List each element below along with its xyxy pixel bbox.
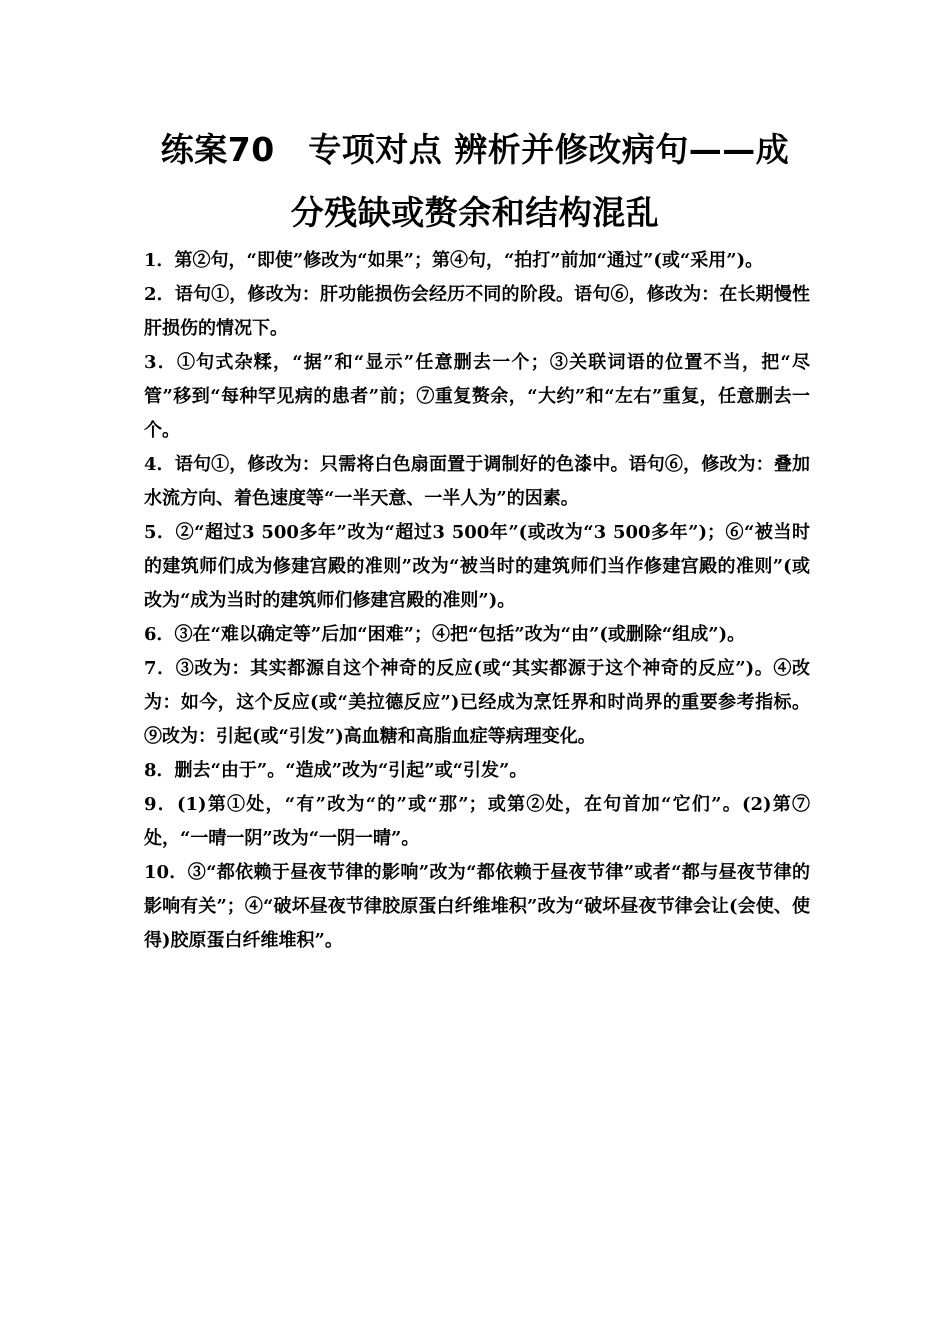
answer-text: ③改为：其实都源自这个神奇的反应(或“其实都源于这个神奇的反应”)。④改为：如今，这个反应(或“美拉德反应”)已经成为烹饪界和时尚界的重要参考指标。⑨改为：引起(或“引发”)高血糖和高脂血症等病理变化。: [144, 658, 810, 747]
answer-item-9: [144, 788, 810, 856]
answer-number: 9．: [144, 794, 178, 815]
answer-number: 6．: [144, 624, 175, 645]
answer-number: 4．: [144, 454, 175, 475]
title-line-1: 练案70 专项对点 辨析并修改病句——成: [160, 130, 790, 169]
answer-number: 3．: [144, 352, 177, 373]
answer-text: (1)第①处，“有”改为“的”或“那”；或第②处，在句首加“它们”。(2)第⑦处，“一晴一阴”改为“一阴一晴”。: [144, 794, 810, 849]
answer-text: ③在“难以确定等”后加“困难”；④把“包括”改为“由”(或删除“组成”)。: [174, 624, 746, 645]
answer-list: [144, 244, 810, 958]
answer-number: 7．: [144, 658, 176, 679]
answer-item-3: [144, 346, 810, 448]
answer-item-1: [144, 244, 810, 278]
title-line-2: 分残缺或赘余和结构混乱: [290, 193, 660, 232]
answer-item-5: [144, 516, 810, 618]
answer-item-4: [144, 448, 810, 516]
answer-text: ②“超过3 500多年”改为“超过3 500年”(或改为“3 500多年”)；⑥“被当时的建筑师们成为修建宫殿的准则”改为“被当时的建筑师们当作修建宫殿的准则”(或改为“成为当时的建筑师们修建宫殿的准则”)。: [144, 522, 810, 611]
answer-number: 8．: [144, 760, 175, 781]
answer-item-10: [144, 856, 810, 958]
answer-number: 10．: [144, 862, 188, 883]
answer-text: 语句①，修改为：肝功能损伤会经历不同的阶段。语句⑥，修改为：在长期慢性肝损伤的情况下。: [144, 284, 810, 339]
answer-number: 5．: [144, 522, 176, 543]
answer-item-8: [144, 754, 810, 788]
answer-text: ③“都依赖于昼夜节律的影响”改为“都依赖于昼夜节律”或者“都与昼夜节律的影响有关”；④“破坏昼夜节律胶原蛋白纤维堆积”改为“破坏昼夜节律会让(会使、使得)胶原蛋白纤维堆积”。: [144, 862, 810, 951]
answer-item-6: [144, 618, 810, 652]
answer-number: 2．: [144, 284, 175, 305]
answer-text: 语句①，修改为：只需将白色扇面置于调制好的色漆中。语句⑥，修改为：叠加水流方向、着色速度等“一半天意、一半人为”的因素。: [144, 454, 810, 509]
answer-text: 删去“由于”。“造成”改为“引起”或“引发”。: [174, 760, 528, 781]
answer-item-7: [144, 652, 810, 754]
answer-item-2: [144, 278, 810, 346]
answer-text: ①句式杂糅，“据”和“显示”任意删去一个；③关联词语的位置不当，把“尽管”移到“每种罕见病的患者”前；⑦重复赘余，“大约”和“左右”重复，任意删去一个。: [144, 352, 810, 441]
answer-number: 1．: [144, 250, 175, 271]
answer-text: 第②句，“即使”修改为“如果”；第④句，“拍打”前加“通过”(或“采用”)。: [174, 250, 764, 271]
page-title: [128, 118, 822, 244]
